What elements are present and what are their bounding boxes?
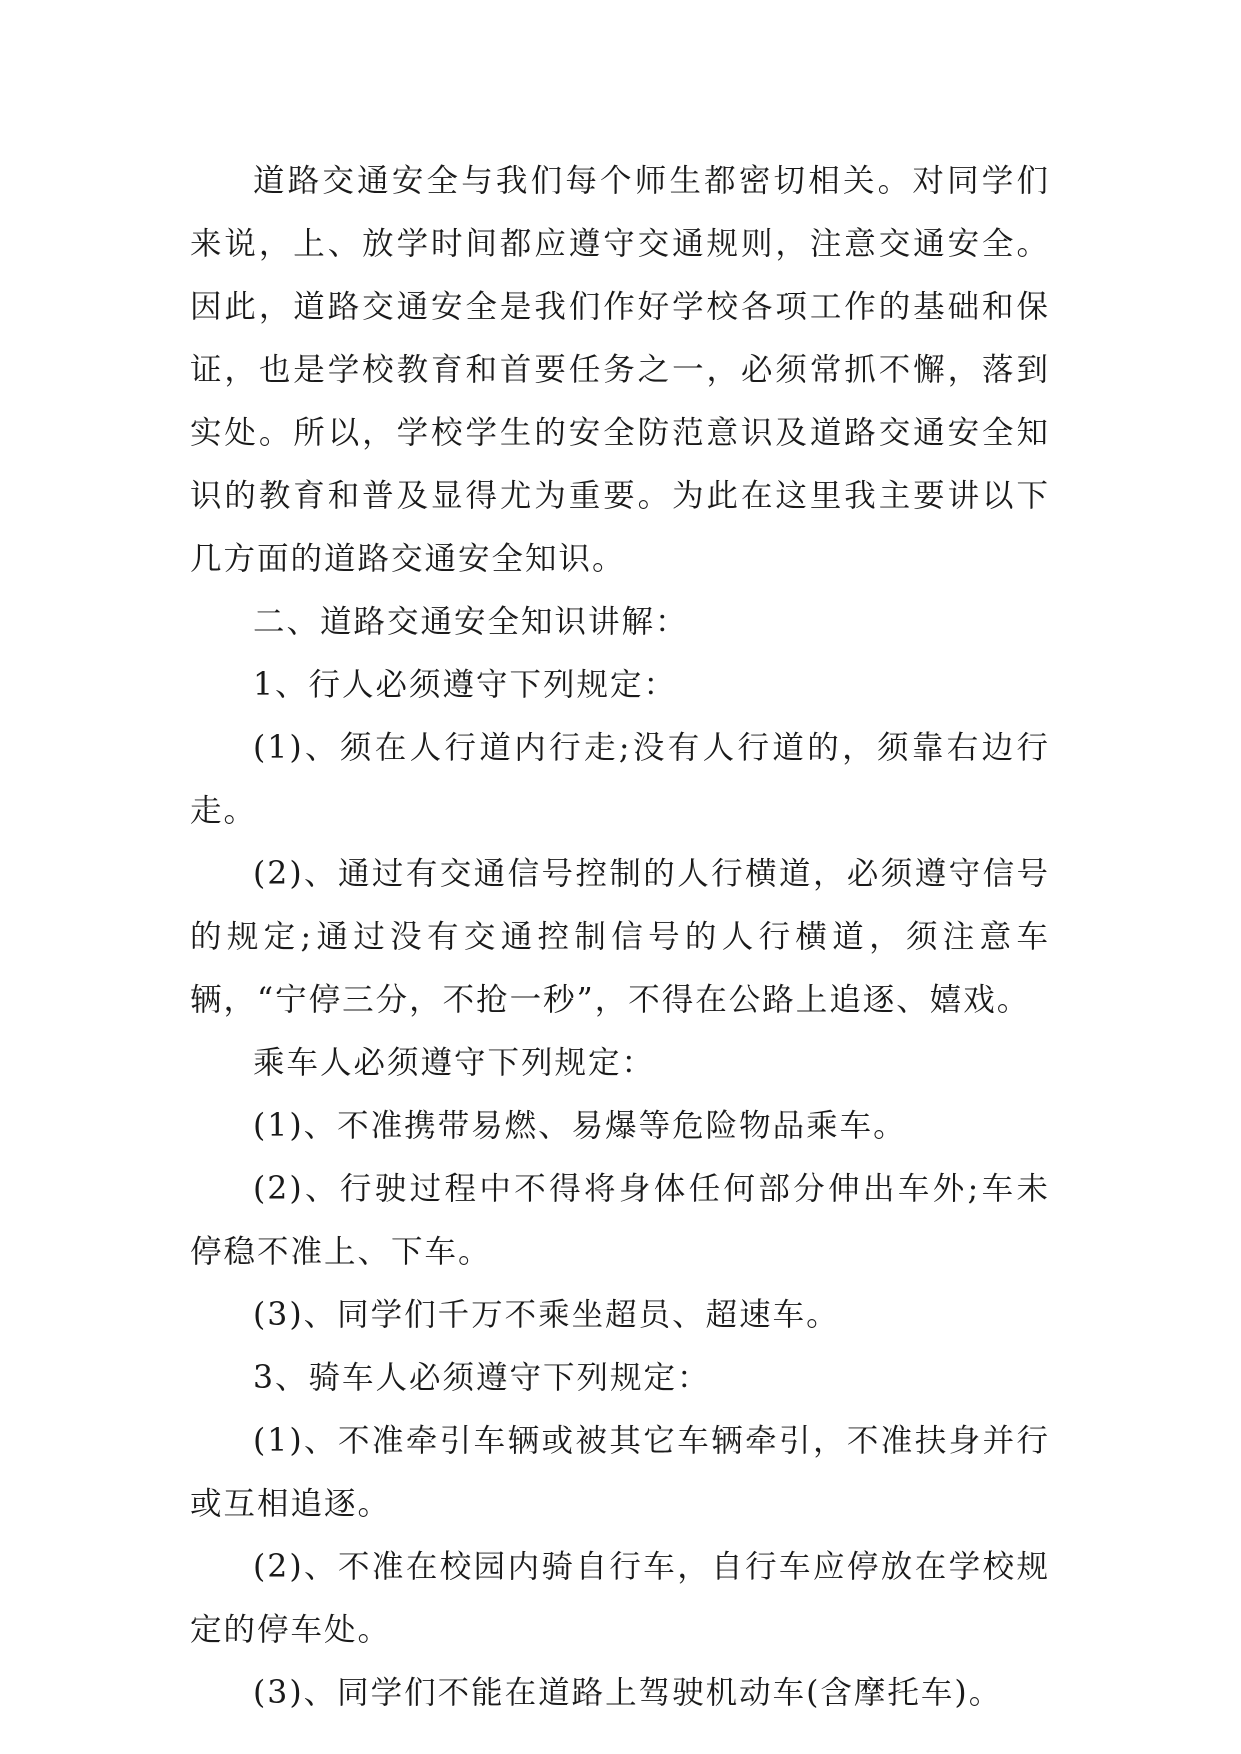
rule-heading-pedestrian: 1、行人必须遵守下列规定： bbox=[253, 667, 678, 703]
section-heading-knowledge: 二、道路交通安全知识讲解： bbox=[253, 604, 689, 640]
passenger-rule-3: (3)、同学们千万不乘坐超员、超速车。 bbox=[253, 1297, 840, 1333]
rule-heading-passenger: 乘车人必须遵守下列规定： bbox=[253, 1045, 656, 1081]
passenger-rule-2: (2)、行驶过程中不得将身体任何部分伸出车外;车未停稳不准上、下车。 bbox=[190, 1171, 1050, 1270]
cyclist-rule-1: (1)、不准牵引车辆或被其它车辆牵引，不准扶身并行或互相追逐。 bbox=[190, 1423, 1050, 1522]
document-body bbox=[190, 150, 1050, 1725]
passenger-rule-1: (1)、不准携带易燃、易爆等危险物品乘车。 bbox=[253, 1108, 907, 1144]
pedestrian-rule-1: (1)、须在人行道内行走;没有人行道的，须靠右边行走。 bbox=[190, 730, 1050, 829]
rule-heading-cyclist: 3、骑车人必须遵守下列规定： bbox=[253, 1360, 711, 1396]
paragraph-intro: 道路交通安全与我们每个师生都密切相关。对同学们来说，上、放学时间都应遵守交通规则，注意交通安全。因此，道路交通安全是我们作好学校各项工作的基础和保证，也是学校教育和首要任务之一，必须常抓不懈，落到实处。所以，学校学生的安全防范意识及道路交通安全知识的教育和普及显得尤为重要。为此在这里我主要讲以下几方面的道路交通安全知识。 bbox=[190, 163, 1050, 577]
cyclist-rule-3: (3)、同学们不能在道路上驾驶机动车(含摩托车)。 bbox=[253, 1675, 1003, 1711]
cyclist-rule-2: (2)、不准在校园内骑自行车，自行车应停放在学校规定的停车处。 bbox=[190, 1549, 1050, 1648]
pedestrian-rule-2: (2)、通过有交通信号控制的人行横道，必须遵守信号的规定;通过没有交通控制信号的人行横道，须注意车辆，“宁停三分，不抢一秒”，不得在公路上追逐、嬉戏。 bbox=[190, 856, 1050, 1018]
